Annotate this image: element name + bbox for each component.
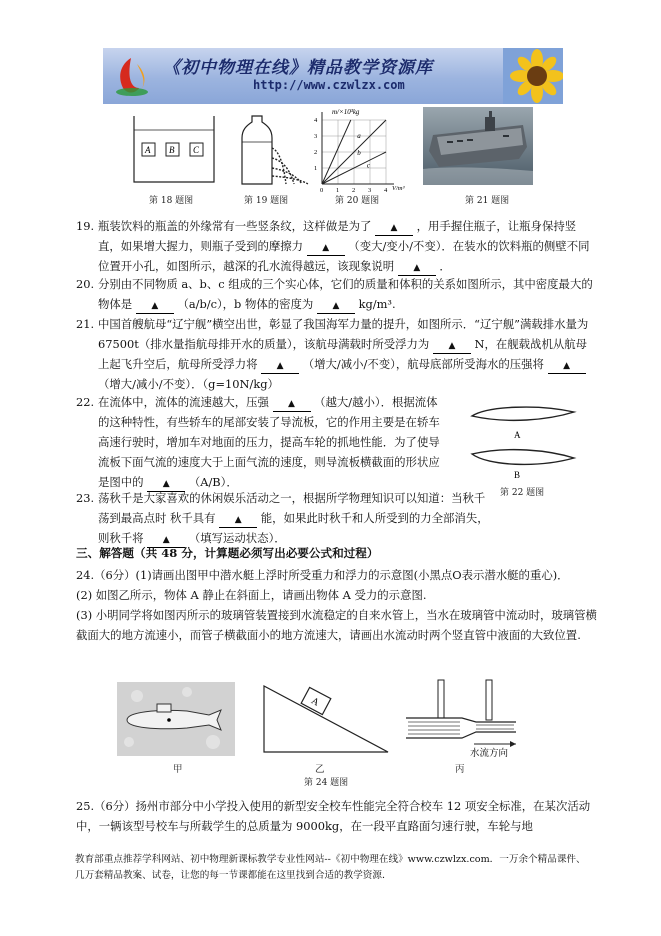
question-22 bbox=[76, 392, 441, 492]
answer-blank-icon: ▲ bbox=[332, 301, 340, 311]
question-25: 25.（6分）扬州市部分中小学投入使用的新型安全校车性能完全符合校车 12 项安全标准，在某次活动中，一辆该型号校车与所载学生的总质量为 9000kg，在一段平直路面匀速行驶，车轮与地 bbox=[76, 799, 591, 833]
q21-blank-3[interactable] bbox=[548, 357, 586, 374]
q19-text-1: 瓶装饮料的瓶盖的外缘常有一些竖条纹，这样做是为了 bbox=[98, 219, 372, 233]
x-tick-label: 0 bbox=[320, 187, 324, 194]
q22-text-2: （越大/越小）．根据流体的这种特性，有些轿车的尾部安装了导流板，它的作用主要是在轿车高速行驶时，增加车对地面的压力，提高车轮的抓地性能．为了使导流板下面气流的速度大于上面气流的速度，则导流板横截面的形状应是图中的 bbox=[98, 395, 440, 489]
y-tick-label: 1 bbox=[314, 165, 318, 172]
answer-blank-icon: ▲ bbox=[151, 301, 159, 311]
q23-blank-1[interactable] bbox=[219, 511, 257, 528]
answer-blank-icon: ▲ bbox=[322, 243, 330, 253]
q24-submarine-figure bbox=[117, 682, 235, 756]
q19-text-2: ，用手握住瓶子，让瓶身保持竖直，如果增大握力，则瓶子受到的摩擦力 bbox=[98, 219, 577, 253]
q24-incline-figure bbox=[262, 682, 390, 756]
q23-text-3: （填写运动状态）． bbox=[188, 531, 286, 545]
fig18-label-a: A bbox=[145, 145, 151, 155]
q22-airfoil-diagram bbox=[468, 402, 578, 480]
x-tick-label: 4 bbox=[384, 187, 388, 194]
answer-blank-icon: ▲ bbox=[288, 399, 295, 409]
y-tick-label: 4 bbox=[314, 117, 318, 124]
q19-text-4: ． bbox=[439, 259, 451, 273]
q24-label-bing: 丙 bbox=[455, 764, 465, 775]
q22-caption: 第 22 题图 bbox=[500, 488, 545, 498]
q23-text-1: 荡秋千是大家喜欢的休闲娱乐活动之一，根据所学物理知识可以知道：当秋千荡到最高点时 秋千具有 bbox=[98, 491, 486, 525]
question-22-number: 22. bbox=[76, 395, 95, 409]
q21-blank-2[interactable] bbox=[261, 357, 299, 374]
q24-glass-tube-figure bbox=[404, 676, 524, 762]
q21-blank-1[interactable] bbox=[433, 337, 471, 354]
answer-blank-icon: ▲ bbox=[162, 535, 170, 545]
site-logo-icon bbox=[111, 54, 153, 98]
q24-line-3: (3) 小明同学将如图丙所示的玻璃管装置接到水流稳定的自来水管上，当水在玻璃管中流动时，玻璃管横截面大的地方流速小，而管子横截面小的地方流速大，请画出水流动时两个竖直管中液面的大致位置. bbox=[76, 608, 597, 642]
question-21 bbox=[76, 314, 596, 394]
airfoil-label-a: A bbox=[514, 430, 521, 440]
block-a-label: A bbox=[309, 695, 321, 709]
series-label-b: b bbox=[357, 149, 361, 158]
x-tick-label: 3 bbox=[368, 187, 372, 194]
q24-caption: 第 24 题图 bbox=[304, 778, 349, 788]
answer-blank-icon: ▲ bbox=[390, 223, 398, 233]
fig19-caption: 第 19 题图 bbox=[244, 196, 289, 206]
q24-label-jia: 甲 bbox=[173, 764, 183, 775]
q20-text-1: 分别由不同物质 a、b、c 组成的三个实心体，它们的质量和体积的关系如图所示，其中密度最大的物体是 bbox=[98, 277, 593, 311]
tube-wide-section bbox=[406, 718, 516, 738]
fig20-xlabel: V/m³ bbox=[392, 185, 405, 192]
series-label-a: a bbox=[357, 131, 361, 140]
answer-blank-icon: ▲ bbox=[162, 479, 170, 489]
fig18-caption: 第 18 题图 bbox=[149, 196, 194, 206]
fig20-mass-volume-chart bbox=[308, 106, 408, 194]
q24-line-1: 24.（6分）(1)请画出图甲中潜水艇上浮时所受重力和浮力的示意图(小黑点O表示潜水艇的重心)． bbox=[76, 568, 569, 582]
q20-text-3: kg/m³. bbox=[358, 297, 396, 311]
header-banner bbox=[103, 48, 563, 104]
y-tick-label: 3 bbox=[314, 133, 318, 140]
fig20-caption: 第 20 题图 bbox=[335, 196, 380, 206]
fig20-ylabel: m/×10³kg bbox=[332, 108, 360, 116]
header-title: 《初中物理在线》精品教学资源库 bbox=[163, 58, 433, 78]
q19-blank-2[interactable] bbox=[307, 239, 345, 256]
answer-blank-icon: ▲ bbox=[413, 263, 421, 273]
fig18-label-b: B bbox=[169, 145, 175, 155]
answer-blank-icon: ▲ bbox=[276, 361, 284, 371]
sunflower-icon bbox=[503, 48, 563, 104]
page-footer: 教育部重点推荐学科网站、初中物理新课标教学专业性网站--《初中物理在线》www.czwlzx.com．一万余个精品课件、几万套精品教案、试卷，让您的每一节课都能在这里找到合适的教学资源． bbox=[75, 854, 586, 881]
q21-text-1: 中国首艘航母“辽宁舰”横空出世，彰显了我国海军力量的提升，如图所示．“辽宁舰”满载排水量为 67500t（排水量指航母排开水的质量），该航母满载时所受浮力为 bbox=[98, 317, 589, 351]
fig21-aircraft-carrier-photo bbox=[423, 107, 533, 185]
q23-text-2: 能，如果此时秋千和人所受到的力全部消失，则秋千将 bbox=[98, 511, 489, 545]
q21-text-2: N，在舰载战机从航母上起飞升空后，航母所受浮力将 bbox=[98, 337, 588, 371]
section-3-heading: 三、解答题（共 48 分，计算题必须写出必要公式和过程） bbox=[76, 546, 379, 560]
q22-blank-1[interactable] bbox=[273, 395, 311, 412]
x-tick-label: 1 bbox=[336, 187, 340, 194]
q20-blank-1[interactable] bbox=[136, 297, 174, 314]
y-tick-label: 2 bbox=[314, 149, 318, 156]
q20-blank-2[interactable] bbox=[317, 297, 355, 314]
flow-direction-label: 水流方向 bbox=[470, 748, 509, 759]
fig21-caption: 第 21 题图 bbox=[465, 196, 510, 206]
q22-text-1: 在流体中，流体的流速越大，压强 bbox=[98, 395, 269, 409]
question-20-number: 20. bbox=[76, 277, 95, 291]
header-url: http://www.czwlzx.com bbox=[253, 78, 405, 92]
x-tick-label: 2 bbox=[352, 187, 356, 194]
q20-text-2: （a/b/c），b 物体的密度为 bbox=[177, 297, 314, 311]
fig19-bottle-diagram bbox=[238, 112, 310, 188]
series-label-c: c bbox=[366, 161, 370, 170]
fig18-container-diagram bbox=[132, 112, 216, 184]
q21-text-4: （增大/减小/不变）．（g=10N/kg） bbox=[98, 377, 279, 391]
q19-text-3: （变大/变小/不变）．在装水的饮料瓶的侧壁不同位置开小孔，如图所示，越深的孔水流得越远，该现象说明 bbox=[98, 239, 590, 273]
q24-label-yi: 乙 bbox=[315, 764, 325, 775]
airfoil-a bbox=[472, 407, 574, 420]
answer-blank-icon: ▲ bbox=[234, 515, 242, 525]
question-21-number: 21. bbox=[76, 317, 95, 331]
question-23-number: 23. bbox=[76, 491, 95, 505]
q21-text-3: （增大/减小/不变），航母底部所受海水的压强将 bbox=[302, 357, 544, 371]
answer-blank-icon: ▲ bbox=[448, 341, 456, 351]
fig18-label-c: C bbox=[193, 145, 200, 155]
airfoil-label-b: B bbox=[514, 470, 521, 480]
question-23 bbox=[76, 488, 494, 548]
answer-blank-icon: ▲ bbox=[563, 361, 570, 371]
question-19-number: 19. bbox=[76, 219, 95, 233]
question-20 bbox=[76, 274, 596, 314]
q19-blank-1[interactable] bbox=[375, 219, 413, 236]
center-of-gravity-point bbox=[167, 718, 171, 722]
question-19 bbox=[76, 216, 596, 276]
q24-line-2: (2) 如图乙所示，物体 A 静止在斜面上，请画出物体 A 受力的示意图. bbox=[76, 588, 427, 602]
q22-text-3: （A/B）． bbox=[188, 475, 238, 489]
airfoil-b bbox=[472, 450, 574, 465]
